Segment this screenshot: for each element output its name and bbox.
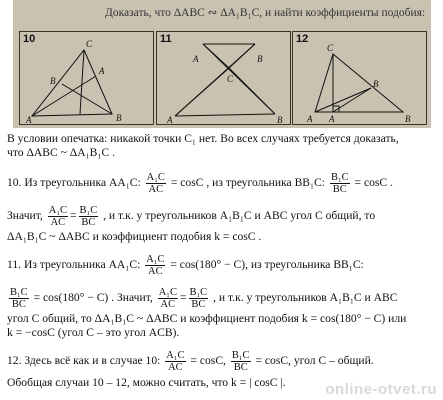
case-10-line-1: [7, 172, 439, 195]
figure-11-drawing: [157, 32, 290, 124]
figure-11-number: 11: [160, 33, 172, 45]
fraction-a1c-ac: $\frac{\text{A₁C}}{AC}$: [158, 287, 177, 310]
label-A1: A: [329, 114, 335, 124]
fraction-a1c-ac: $\frac{\text{A₁C}}{AC}$: [146, 172, 165, 195]
case-10-line-2: Значит, $\frac{\text{A₁C}}{AC}$ = $\frac{\text{B₁C}}{BC}$ , и т.к. у треугольников A₁B₁C и ABC угол C общий, то: [7, 205, 376, 228]
label-B: B: [405, 114, 411, 124]
label-C: C: [227, 74, 234, 84]
label-B1: B: [373, 79, 379, 89]
figure-12-number: 12: [296, 33, 309, 45]
case-10-middle: = cosC , из треугольника BB₁C:: [170, 176, 326, 190]
case-11-intro: 11. Из треугольника AA₁C:: [7, 258, 141, 272]
figure-10: [19, 31, 154, 125]
label-A1: A: [193, 54, 199, 64]
label-A: A: [167, 115, 173, 124]
case-12-end: = cosC, угол C – общий.: [255, 354, 374, 368]
fraction-b1c-bc: $\frac{\text{B₁C}}{BC}$: [330, 172, 349, 195]
label-A: A: [307, 114, 313, 124]
note-line-1: В условии опечатка: никакой точки C₁ нет. Во всех случаях требуется доказать,: [7, 132, 399, 145]
task-title: Доказать, что ΔABC ∾ ΔA₁B₁C, и найти коэффициенты подобия:: [105, 7, 426, 19]
case-10-end: = cosC .: [354, 176, 393, 190]
conclusion-line: Обобщая случаи 10 – 12, можно считать, что k = | cosC |.: [7, 376, 286, 389]
label-B1: B: [50, 76, 56, 86]
case-11-end: , и т.к. у треугольников A₁B₁C и ABC: [213, 291, 398, 305]
case-11-line-4: k = −cosC (угол C – это угол ACB).: [7, 326, 180, 339]
fraction-a1c-ac: $\frac{\text{A₁C}}{AC}$: [48, 205, 67, 228]
figure-12-drawing: [293, 32, 426, 124]
case-11-middle-2: = cos(180° − C) . Значит,: [33, 291, 153, 305]
therefore-label: Значит,: [7, 209, 43, 223]
fraction-a1c-ac: $\frac{\text{A₁C}}{AC}$: [146, 254, 165, 277]
case-11-line-2: $\frac{\text{B₁C}}{BC}$ = cos(180° − C) . Значит, $\frac{\text{A₁C}}{AC}$ = $\frac{\text{B₁C}}{BC}$ , и т.к. у треугольников A₁B₁C и ABC: [10, 287, 398, 310]
figure-12: [292, 31, 427, 125]
case-10-intro: 10. Из треугольника AA₁C:: [7, 176, 141, 190]
case-10-common-angle: , и т.к. у треугольников A₁B₁C и ABC угол C общий, то: [103, 209, 376, 223]
figure-11: [156, 31, 291, 125]
figure-10-number: 10: [23, 33, 36, 45]
label-A1: A: [99, 66, 105, 76]
watermark: online-otvet.ru: [325, 381, 437, 398]
label-A: A: [26, 115, 32, 124]
label-B: B: [277, 115, 283, 124]
figure-panel: [13, 0, 431, 128]
label-C: C: [327, 43, 334, 53]
fraction-b1c-bc: $\frac{\text{B₁C}}{BC}$: [231, 350, 250, 373]
fraction-b1c-bc: $\frac{\text{B₁C}}{BC}$: [79, 205, 98, 228]
case-12-line-1: [7, 350, 439, 373]
fraction-a1c-ac: $\frac{\text{A₁C}}{AC}$: [166, 350, 185, 373]
fraction-b1c-bc: $\frac{\text{B₁C}}{BC}$: [189, 287, 208, 310]
case-10-line-3: ΔA₁B₁C ~ ΔABC и коэффициент подобия k = cosC .: [7, 230, 262, 243]
case-11-line-1: [7, 254, 439, 277]
case-12-intro: 12. Здесь всё как и в случае 10:: [7, 354, 161, 368]
figure-10-drawing: [20, 32, 153, 124]
label-B: B: [116, 113, 122, 123]
case-12-middle: = cosC,: [190, 354, 226, 368]
label-B1: B: [257, 54, 263, 64]
label-C: C: [86, 39, 93, 49]
fraction-b1c-bc: $\frac{\text{B₁C}}{BC}$: [10, 287, 28, 310]
case-11-line-3: угол C общий, то ΔA₁B₁C ~ ΔABC и коэффициент подобия k = cos(180° − C) или: [7, 312, 407, 325]
case-11-middle: = cos(180° − C), из треугольника BB₁C:: [170, 258, 364, 272]
note-line-2: что ΔABC ~ ΔA₁B₁C .: [7, 146, 115, 159]
